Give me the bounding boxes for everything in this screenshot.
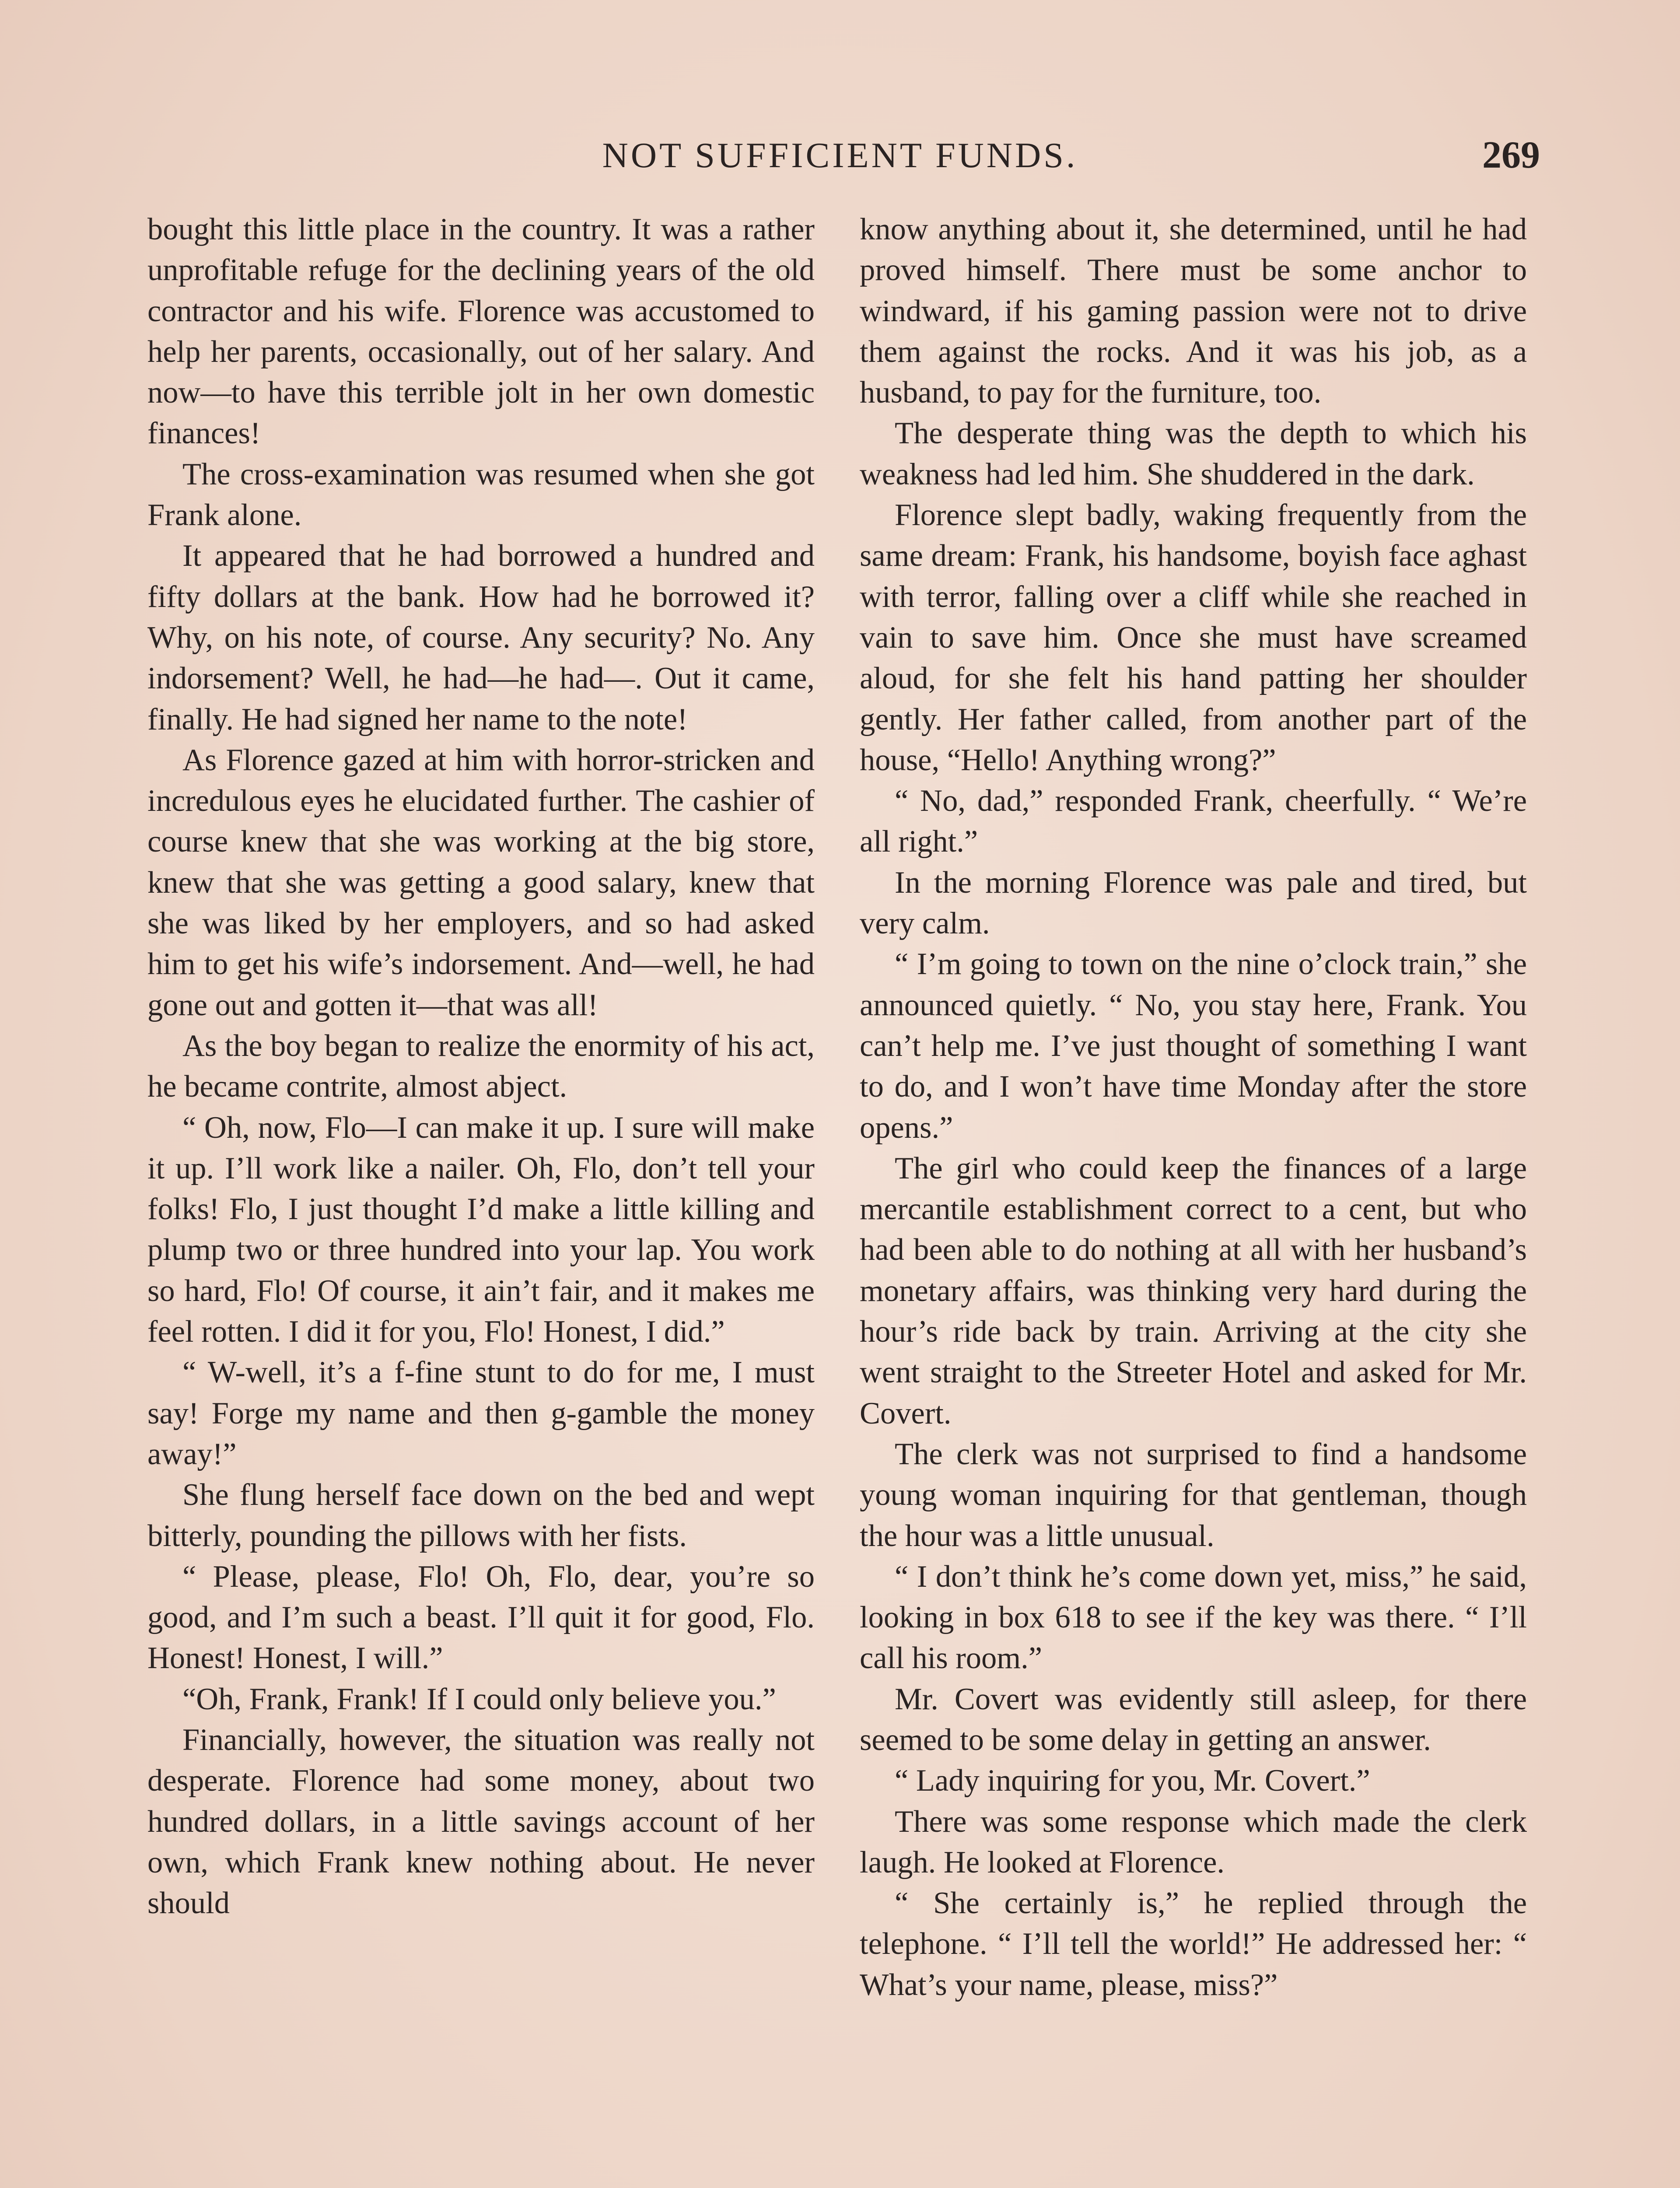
paragraph: The clerk was not surprised to find a handsome young woman inquiring for that gentleman, though the hour was a little unusual. [860, 1437, 1527, 1553]
paragraph: know anything about it, she determined, until he had proved himself. There must be some anchor to windward, if his gaming passion were not to drive them against the rocks. And it was his job, as a husband, to pay for the furniture, too. [860, 212, 1527, 410]
paragraph: bought this little place in the country. It was a rather unprofitable refuge for the declining years of the old contractor and his wife. Florence was accustomed to help her parents, occasionally, out of her salary. And now—to have this terrible jolt in her own domestic finances! [147, 212, 815, 451]
paragraph: “ Oh, now, Flo—I can make it up. I sure will make it up. I’ll work like a nailer. Oh, Flo, don’t tell your folks! Flo, I just thought I’d make a little killing and plump two or three hundred into your lap. You work so hard, Flo! Of course, it ain’t fair, and it makes me feel rotten. I did it for you, Flo! Honest, I did.” [147, 1110, 815, 1349]
paragraph: It appeared that he had borrowed a hundred and fifty dollars at the bank. How had he borrowed it? Why, on his note, of course. Any security? No. Any indorsement? Well, he had—he had—. Out it came, finally. He had signed her name to the note! [147, 539, 815, 736]
paragraph: “ She certainly is,” he replied through the telephone. “ I’ll tell the world!” He addressed her: “ What’s your name, please, miss?” [860, 1886, 1527, 2002]
paragraph: “ Please, please, Flo! Oh, Flo, dear, you’re so good, and I’m such a beast. I’ll quit it for good, Flo. Honest! Honest, I will.” [147, 1559, 815, 1676]
paragraph: As the boy began to realize the enormity of his act, he became contrite, almost abject. [147, 1028, 815, 1104]
right-column [860, 209, 1527, 2006]
running-head: NOT SUFFICIENT FUNDS. [602, 135, 1078, 175]
paragraph: She flung herself face down on the bed and wept bitterly, pounding the pillows with her fists. [147, 1478, 815, 1553]
paragraph: “Oh, Frank, Frank! If I could only believe you.” [182, 1682, 776, 1716]
paragraph: Mr. Covert was evidently still asleep, for there seemed to be some delay in getting an answer. [860, 1682, 1527, 1757]
paragraph: “ I don’t think he’s come down yet, miss,” he said, looking in box 618 to see if the key was there. “ I’ll call his room.” [860, 1559, 1527, 1676]
page-header [140, 131, 1540, 179]
paragraph: “ No, dad,” responded Frank, cheerfully. “ We’re all right.” [860, 784, 1527, 859]
paragraph: As Florence gazed at him with horror-stricken and incredulous eyes he elucidated further. The cashier of course knew that she was working at the big store, knew that she was getting a good salary, knew that she was liked by her employers, and so had asked him to get his wife’s indorsement. And—well, he had gone out and gotten it—that was all! [147, 743, 815, 1022]
paragraph: The desperate thing was the depth to which his weakness had led him. She shuddered in the dark. [860, 416, 1527, 491]
paragraph: Financially, however, the situation was really not desperate. Florence had some money, about two hundred dollars, in a little savings account of her own, which Frank knew nothing about. He never should [147, 1722, 815, 1921]
paragraph: “ Lady inquiring for you, Mr. Covert.” [895, 1764, 1370, 1798]
left-column [147, 209, 815, 1924]
paragraph: The girl who could keep the finances of a large mercantile establishment correct to a cent, but who had been able to do nothing at all with her husband’s monetary affairs, was thinking very hard during the hour’s ride back by train. Arriving at the city she went straight to the Streeter Hotel and asked for Mr. Covert. [860, 1151, 1527, 1431]
paragraph: The cross-examination was resumed when she got Frank alone. [147, 457, 815, 533]
paragraph: Florence slept badly, waking frequently from the same dream: Frank, his handsome, boyish face aghast with terror, falling over a cliff while she reached in vain to save him. Once she must have screamed aloud, for she felt his hand patting her shoulder gently. Her father called, from another part of the house, “Hello! Anything wrong?” [860, 498, 1527, 777]
paragraph: In the morning Florence was pale and tired, but very calm. [860, 865, 1527, 941]
page-number: 269 [1482, 134, 1540, 176]
paragraph: There was some response which made the clerk laugh. He looked at Florence. [860, 1804, 1527, 1879]
paragraph: “ W-well, it’s a f-fine stunt to do for me, I must say! Forge my name and then g-gamble the money away!” [147, 1355, 815, 1471]
paragraph: “ I’m going to town on the nine o’clock train,” she announced quietly. “ No, you stay here, Frank. You can’t help me. I’ve just thought of something I want to do, and I won’t have time Monday after the store opens.” [860, 947, 1527, 1145]
